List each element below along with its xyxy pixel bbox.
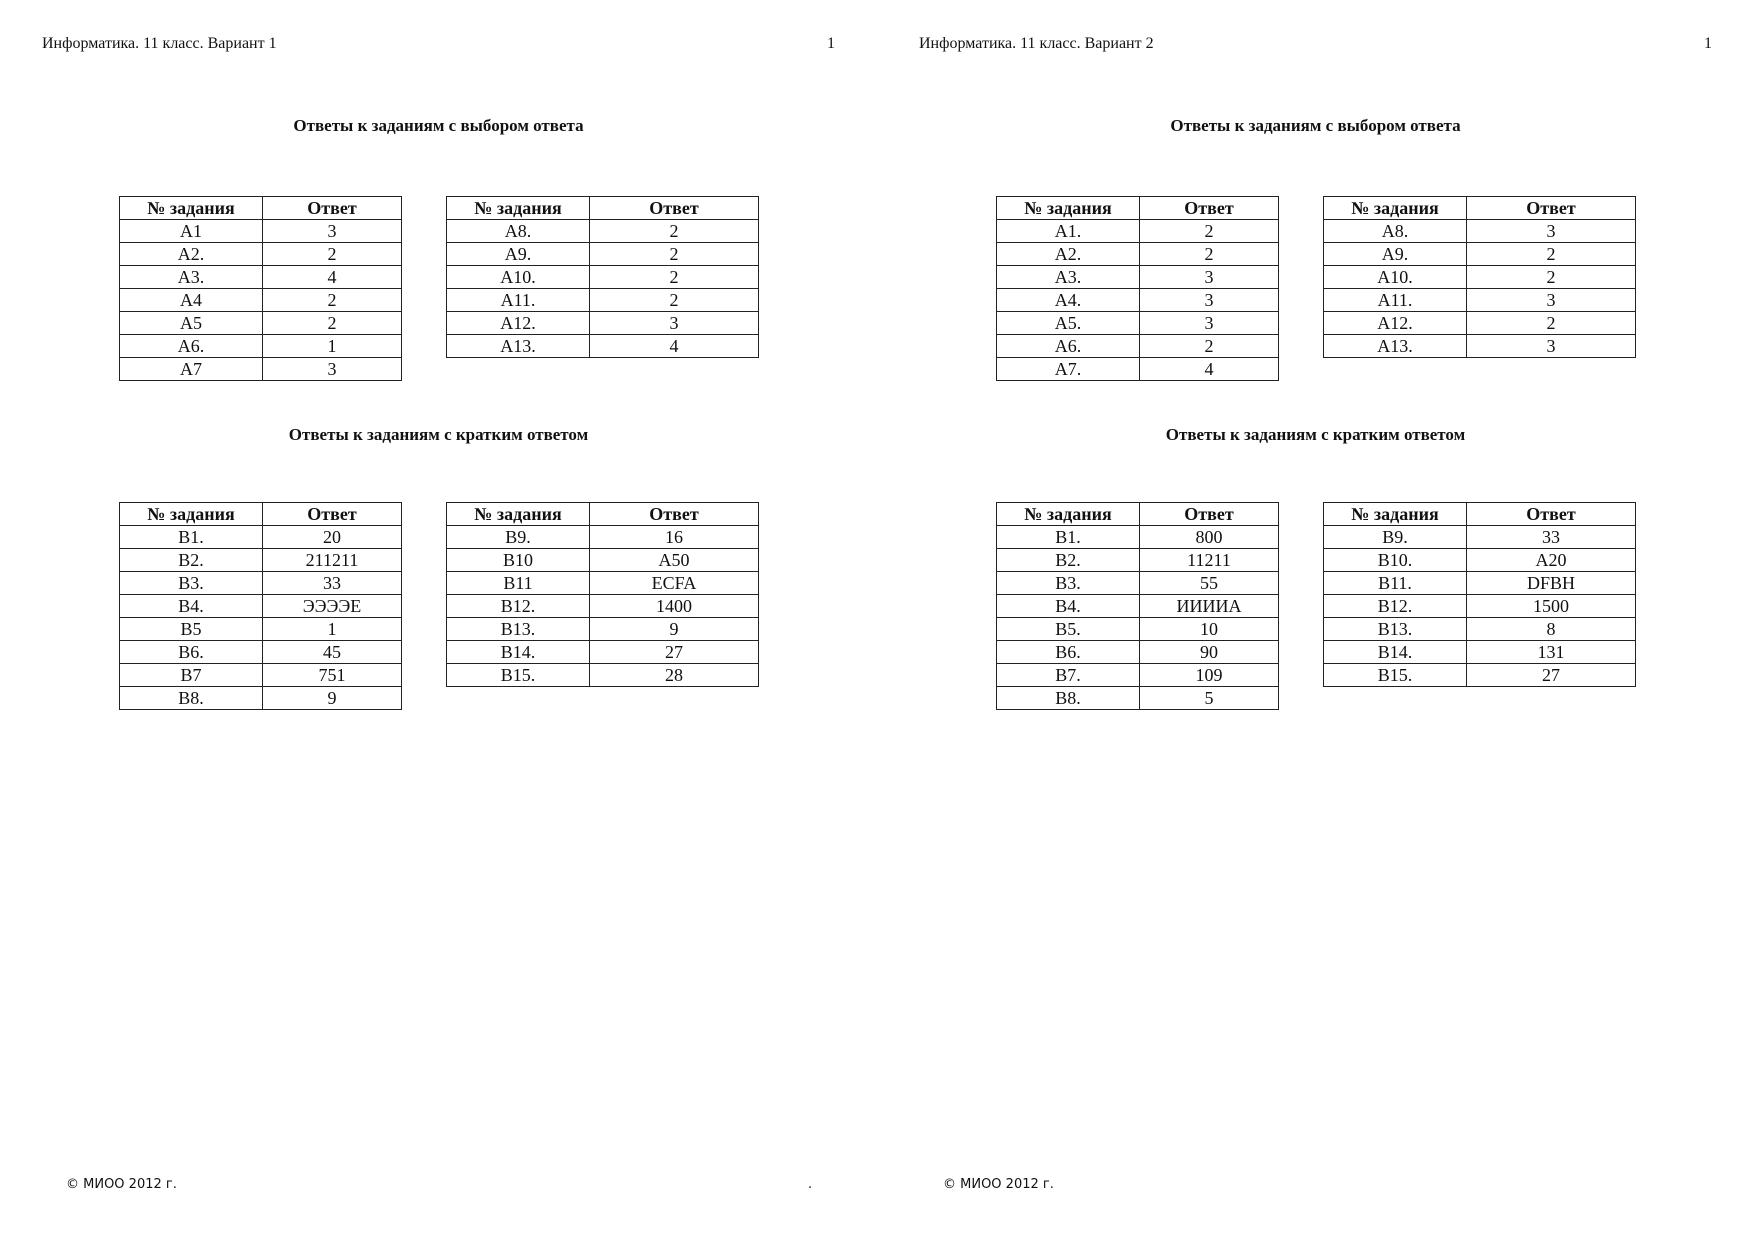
table-row bbox=[1324, 549, 1636, 572]
answer-cell: 33 bbox=[1467, 526, 1636, 549]
answer-cell: 3 bbox=[1140, 312, 1279, 335]
task-number-cell: B14. bbox=[1324, 641, 1467, 664]
column-header-task: № задания bbox=[1324, 197, 1467, 220]
answer-cell: 2 bbox=[263, 312, 402, 335]
table-row bbox=[447, 312, 759, 335]
table-row bbox=[120, 289, 402, 312]
task-number-cell: B4. bbox=[120, 595, 263, 618]
answer-cell: ИИИИА bbox=[1140, 595, 1279, 618]
answer-cell: 2 bbox=[263, 243, 402, 266]
footer-mark: . bbox=[808, 1177, 813, 1192]
column-header-answer: Ответ bbox=[590, 197, 759, 220]
answer-cell: 3 bbox=[1467, 335, 1636, 358]
answer-cell: 2 bbox=[590, 220, 759, 243]
table-row bbox=[997, 549, 1279, 572]
table-row bbox=[1324, 595, 1636, 618]
answer-cell: 109 bbox=[1140, 664, 1279, 687]
table-row bbox=[997, 618, 1279, 641]
column-header-answer: Ответ bbox=[263, 197, 402, 220]
footer-copyright: © МИОО 2012 г. bbox=[66, 1177, 177, 1192]
task-number-cell: B3. bbox=[120, 572, 263, 595]
table-row bbox=[120, 641, 402, 664]
answer-cell: 8 bbox=[1467, 618, 1636, 641]
table-row bbox=[997, 289, 1279, 312]
answer-cell: 4 bbox=[263, 266, 402, 289]
task-number-cell: A13. bbox=[447, 335, 590, 358]
table-row bbox=[447, 549, 759, 572]
table-row bbox=[120, 549, 402, 572]
table-row bbox=[1324, 335, 1636, 358]
header-title: Информатика. 11 класс. Вариант 2 bbox=[919, 35, 1154, 52]
task-number-cell: A8. bbox=[1324, 220, 1467, 243]
answer-cell: 90 bbox=[1140, 641, 1279, 664]
task-number-cell: B12. bbox=[1324, 595, 1467, 618]
table-row bbox=[447, 243, 759, 266]
column-header-task: № задания bbox=[997, 503, 1140, 526]
table-row bbox=[997, 687, 1279, 710]
task-number-cell: B6. bbox=[120, 641, 263, 664]
answer-cell: 20 bbox=[263, 526, 402, 549]
short-answers-table-left bbox=[119, 502, 402, 710]
answer-cell: 3 bbox=[1140, 266, 1279, 289]
answer-cell: 211211 bbox=[263, 549, 402, 572]
answer-cell: 27 bbox=[590, 641, 759, 664]
task-number-cell: A2. bbox=[997, 243, 1140, 266]
answer-cell: 3 bbox=[1140, 289, 1279, 312]
table-row bbox=[120, 664, 402, 687]
table-row bbox=[120, 618, 402, 641]
choice-answers-table-right bbox=[446, 196, 759, 358]
column-header-task: № задания bbox=[120, 197, 263, 220]
column-header-task: № задания bbox=[447, 503, 590, 526]
task-number-cell: B8. bbox=[997, 687, 1140, 710]
task-number-cell: A10. bbox=[1324, 266, 1467, 289]
table-row bbox=[447, 572, 759, 595]
answer-cell: 2 bbox=[263, 289, 402, 312]
table-row bbox=[447, 220, 759, 243]
table-row bbox=[120, 687, 402, 710]
table-row bbox=[120, 572, 402, 595]
answer-cell: 2 bbox=[1467, 312, 1636, 335]
task-number-cell: A6. bbox=[997, 335, 1140, 358]
table-row bbox=[447, 618, 759, 641]
task-number-cell: B9. bbox=[1324, 526, 1467, 549]
choice-answers-table-right bbox=[1323, 196, 1636, 358]
task-number-cell: A4 bbox=[120, 289, 263, 312]
table-row bbox=[997, 335, 1279, 358]
task-number-cell: B9. bbox=[447, 526, 590, 549]
table-row bbox=[997, 572, 1279, 595]
task-number-cell: B2. bbox=[997, 549, 1140, 572]
answer-cell: 3 bbox=[1467, 220, 1636, 243]
answer-cell: 10 bbox=[1140, 618, 1279, 641]
table-row bbox=[997, 358, 1279, 381]
answer-cell: 28 bbox=[590, 664, 759, 687]
choice-answers-table-left bbox=[119, 196, 402, 381]
task-number-cell: A1. bbox=[997, 220, 1140, 243]
answer-cell: ЭЭЭЭЕ bbox=[263, 595, 402, 618]
task-number-cell: B1. bbox=[120, 526, 263, 549]
answer-cell: 1500 bbox=[1467, 595, 1636, 618]
table-row bbox=[997, 243, 1279, 266]
table-row bbox=[447, 641, 759, 664]
answer-cell: 2 bbox=[1140, 243, 1279, 266]
table-row bbox=[1324, 243, 1636, 266]
column-header-answer: Ответ bbox=[1467, 503, 1636, 526]
table-row bbox=[447, 266, 759, 289]
table-row bbox=[997, 526, 1279, 549]
table-row bbox=[447, 526, 759, 549]
column-header-answer: Ответ bbox=[1140, 197, 1279, 220]
answer-cell: 800 bbox=[1140, 526, 1279, 549]
table-row bbox=[120, 266, 402, 289]
answer-cell: A50 bbox=[590, 549, 759, 572]
answer-cell: DFBH bbox=[1467, 572, 1636, 595]
table-row bbox=[1324, 526, 1636, 549]
table-row bbox=[1324, 572, 1636, 595]
column-header-task: № задания bbox=[997, 197, 1140, 220]
table-row bbox=[1324, 618, 1636, 641]
answer-cell: 3 bbox=[263, 220, 402, 243]
answer-cell: 9 bbox=[590, 618, 759, 641]
table-row bbox=[997, 641, 1279, 664]
answer-cell: 2 bbox=[1467, 266, 1636, 289]
task-number-cell: B8. bbox=[120, 687, 263, 710]
header-title: Информатика. 11 класс. Вариант 1 bbox=[42, 35, 277, 52]
task-number-cell: A7 bbox=[120, 358, 263, 381]
answer-cell: 2 bbox=[590, 289, 759, 312]
answer-cell: 131 bbox=[1467, 641, 1636, 664]
task-number-cell: B6. bbox=[997, 641, 1140, 664]
task-number-cell: B5. bbox=[997, 618, 1140, 641]
table-row bbox=[1324, 641, 1636, 664]
column-header-answer: Ответ bbox=[590, 503, 759, 526]
table-row bbox=[120, 243, 402, 266]
task-number-cell: B15. bbox=[447, 664, 590, 687]
task-number-cell: A12. bbox=[447, 312, 590, 335]
task-number-cell: B15. bbox=[1324, 664, 1467, 687]
table-row bbox=[1324, 220, 1636, 243]
column-header-answer: Ответ bbox=[1467, 197, 1636, 220]
choice-section-title: Ответы к заданиям с выбором ответа bbox=[293, 116, 584, 135]
table-row bbox=[120, 220, 402, 243]
answer-cell: 2 bbox=[590, 266, 759, 289]
task-number-cell: B3. bbox=[997, 572, 1140, 595]
answer-cell: 2 bbox=[1140, 220, 1279, 243]
answer-cell: 1 bbox=[263, 618, 402, 641]
column-header-answer: Ответ bbox=[1140, 503, 1279, 526]
table-row bbox=[997, 595, 1279, 618]
task-number-cell: B5 bbox=[120, 618, 263, 641]
task-number-cell: A9. bbox=[447, 243, 590, 266]
answer-cell: 1 bbox=[263, 335, 402, 358]
answer-cell: A20 bbox=[1467, 549, 1636, 572]
short-section-title: Ответы к заданиям с кратким ответом bbox=[288, 425, 589, 444]
table-row bbox=[447, 664, 759, 687]
task-number-cell: A2. bbox=[120, 243, 263, 266]
answer-cell: 3 bbox=[1467, 289, 1636, 312]
column-header-answer: Ответ bbox=[263, 503, 402, 526]
task-number-cell: B13. bbox=[447, 618, 590, 641]
table-row bbox=[120, 595, 402, 618]
table-row bbox=[1324, 312, 1636, 335]
footer-copyright: © МИОО 2012 г. bbox=[943, 1177, 1054, 1192]
table-row bbox=[120, 312, 402, 335]
task-number-cell: A11. bbox=[1324, 289, 1467, 312]
task-number-cell: A12. bbox=[1324, 312, 1467, 335]
task-number-cell: B2. bbox=[120, 549, 263, 572]
task-number-cell: A4. bbox=[997, 289, 1140, 312]
table-row bbox=[997, 312, 1279, 335]
table-row bbox=[1324, 664, 1636, 687]
answer-cell: 27 bbox=[1467, 664, 1636, 687]
table-row bbox=[447, 289, 759, 312]
task-number-cell: B4. bbox=[997, 595, 1140, 618]
task-number-cell: A8. bbox=[447, 220, 590, 243]
task-number-cell: B13. bbox=[1324, 618, 1467, 641]
task-number-cell: B10. bbox=[1324, 549, 1467, 572]
task-number-cell: B1. bbox=[997, 526, 1140, 549]
table-row bbox=[447, 335, 759, 358]
answer-cell: 9 bbox=[263, 687, 402, 710]
answer-cell: 1400 bbox=[590, 595, 759, 618]
page-number: 1 bbox=[1704, 35, 1712, 52]
task-number-cell: A9. bbox=[1324, 243, 1467, 266]
task-number-cell: A1 bbox=[120, 220, 263, 243]
table-row bbox=[1324, 266, 1636, 289]
task-number-cell: A6. bbox=[120, 335, 263, 358]
page-number: 1 bbox=[827, 35, 835, 52]
task-number-cell: A5 bbox=[120, 312, 263, 335]
table-row bbox=[120, 335, 402, 358]
short-answers-table-right bbox=[446, 502, 759, 687]
choice-section-title: Ответы к заданиям с выбором ответа bbox=[1170, 116, 1461, 135]
answer-cell: 3 bbox=[263, 358, 402, 381]
answer-cell: 3 bbox=[590, 312, 759, 335]
task-number-cell: B11 bbox=[447, 572, 590, 595]
table-row bbox=[1324, 289, 1636, 312]
answer-cell: 4 bbox=[590, 335, 759, 358]
task-number-cell: A11. bbox=[447, 289, 590, 312]
table-row bbox=[997, 220, 1279, 243]
column-header-task: № задания bbox=[447, 197, 590, 220]
answer-cell: 2 bbox=[1140, 335, 1279, 358]
task-number-cell: A5. bbox=[997, 312, 1140, 335]
short-section-title: Ответы к заданиям с кратким ответом bbox=[1165, 425, 1466, 444]
short-answers-table-right bbox=[1323, 502, 1636, 687]
task-number-cell: A3. bbox=[120, 266, 263, 289]
table-row bbox=[997, 266, 1279, 289]
answer-cell: 2 bbox=[1467, 243, 1636, 266]
answer-cell: 5 bbox=[1140, 687, 1279, 710]
table-row bbox=[997, 664, 1279, 687]
table-row bbox=[120, 358, 402, 381]
table-row bbox=[120, 526, 402, 549]
task-number-cell: A3. bbox=[997, 266, 1140, 289]
task-number-cell: A10. bbox=[447, 266, 590, 289]
answer-cell: 55 bbox=[1140, 572, 1279, 595]
task-number-cell: B12. bbox=[447, 595, 590, 618]
answer-sheet-variant-2 bbox=[877, 0, 1754, 1239]
column-header-task: № задания bbox=[1324, 503, 1467, 526]
task-number-cell: B14. bbox=[447, 641, 590, 664]
answer-cell: 45 bbox=[263, 641, 402, 664]
task-number-cell: B7. bbox=[997, 664, 1140, 687]
answer-cell: 2 bbox=[590, 243, 759, 266]
answer-cell: 11211 bbox=[1140, 549, 1279, 572]
task-number-cell: B11. bbox=[1324, 572, 1467, 595]
task-number-cell: A13. bbox=[1324, 335, 1467, 358]
answer-cell: ECFA bbox=[590, 572, 759, 595]
short-answers-table-left bbox=[996, 502, 1279, 710]
choice-answers-table-left bbox=[996, 196, 1279, 381]
answer-cell: 16 bbox=[590, 526, 759, 549]
answer-cell: 751 bbox=[263, 664, 402, 687]
table-row bbox=[447, 595, 759, 618]
answer-cell: 4 bbox=[1140, 358, 1279, 381]
task-number-cell: B7 bbox=[120, 664, 263, 687]
answer-cell: 33 bbox=[263, 572, 402, 595]
task-number-cell: B10 bbox=[447, 549, 590, 572]
column-header-task: № задания bbox=[120, 503, 263, 526]
task-number-cell: A7. bbox=[997, 358, 1140, 381]
